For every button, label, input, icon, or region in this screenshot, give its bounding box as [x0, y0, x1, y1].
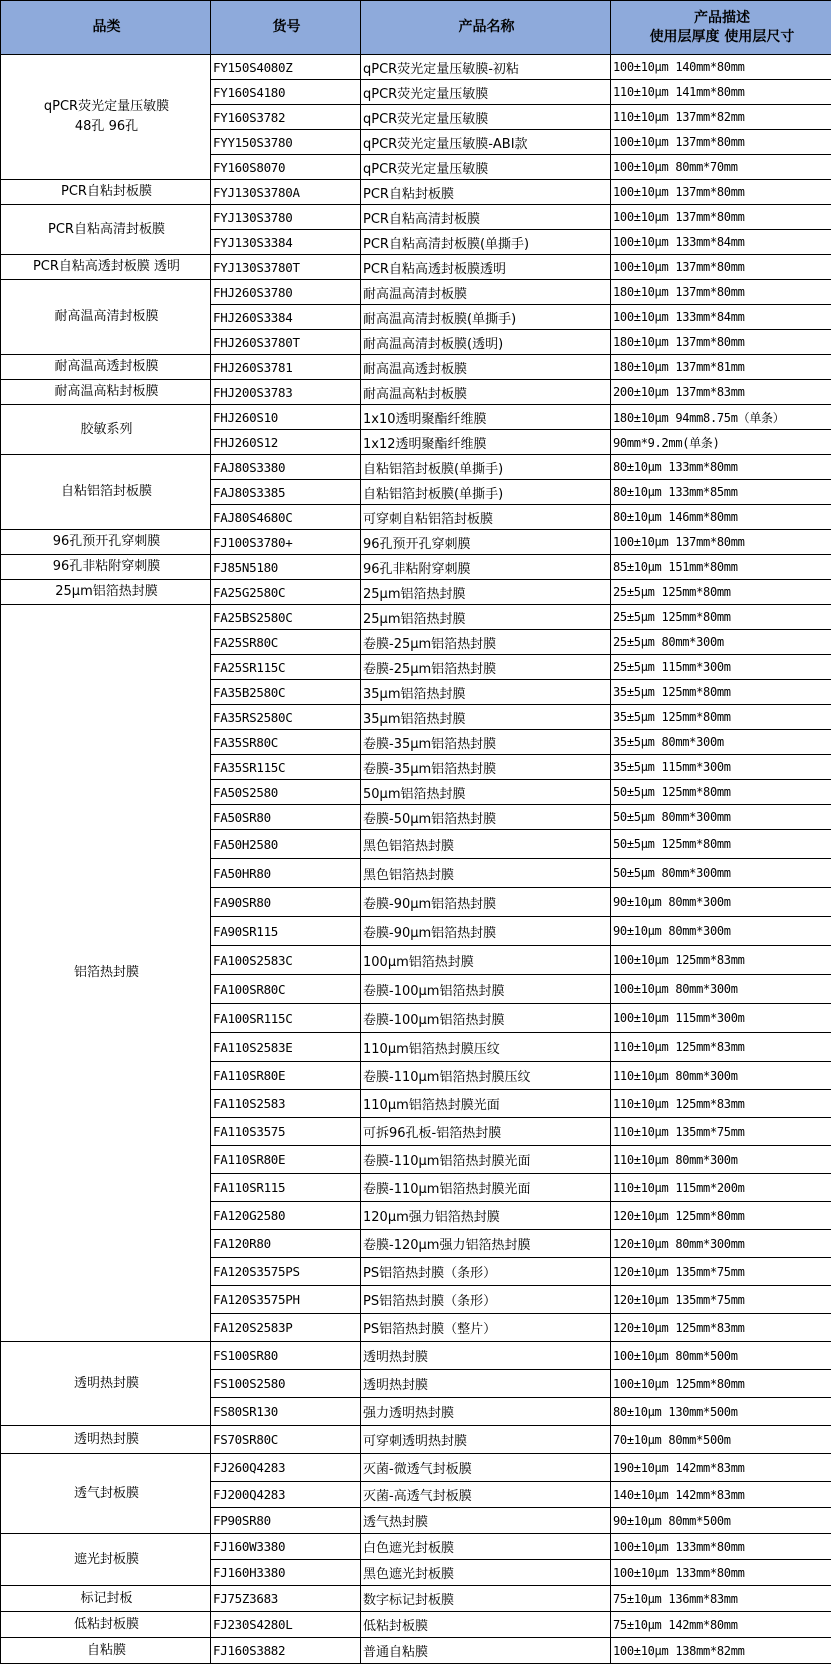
product-name-cell: 卷膜-25μm铝箔热封膜 [361, 630, 611, 655]
category-cell [1, 355, 211, 380]
product-code-cell: FA100S2583C [211, 946, 361, 975]
product-description-cell: 110±10μm 80mm*300m [611, 1146, 831, 1174]
product-description-cell: 70±10μm 80mm*500m [611, 1426, 831, 1454]
product-code-cell: FYJ130S3780 [211, 205, 361, 230]
product-description-cell: 80±10μm 146mm*80mm [611, 505, 831, 530]
product-code-cell: FA35SR80C [211, 730, 361, 755]
product-code-cell: FS80SR130 [211, 1398, 361, 1426]
product-code-cell: FY160S8070 [211, 155, 361, 180]
category-label: 胶敏系列 [80, 421, 133, 437]
product-code-cell: FY150S4080Z [211, 55, 361, 80]
category-label: 25μm铝箔热封膜 [55, 584, 158, 599]
product-code-cell: FA25BS2580C [211, 605, 361, 630]
product-code-cell: FJ260Q4283 [211, 1454, 361, 1482]
product-description-cell: 100±10μm 125mm*80mm [611, 1370, 831, 1398]
category-cell [1, 55, 211, 180]
category-cell [1, 605, 211, 1342]
table-row [1, 530, 831, 555]
product-code-cell: FAJ80S3380 [211, 455, 361, 480]
product-code-cell: FHJ260S3780 [211, 280, 361, 305]
product-name-cell: 35μm铝箔热封膜 [361, 705, 611, 730]
product-code-cell: FHJ200S3783 [211, 380, 361, 405]
product-description-cell: 110±10μm 80mm*300m [611, 1062, 831, 1090]
product-name-cell: 耐高温高清封板膜(透明) [361, 330, 611, 355]
category-label: 耐高温高透封板膜 [54, 359, 159, 374]
header-description-line1: 产品描述 [694, 9, 750, 26]
product-name-cell: 110μm铝箔热封膜压纹 [361, 1033, 611, 1062]
product-description-cell: 80±10μm 133mm*85mm [611, 480, 831, 505]
category-label: 96孔预开孔穿刺膜 [52, 534, 161, 549]
table-row [1, 205, 831, 230]
product-name-cell: PS铝箔热封膜（条形） [361, 1286, 611, 1314]
product-description-cell: 100±10μm 133mm*84mm [611, 305, 831, 330]
product-code-cell: FS100S2580 [211, 1370, 361, 1398]
product-name-cell: qPCR荧光定量压敏膜-ABI款 [361, 130, 611, 155]
product-name-cell: 白色遮光封板膜 [361, 1534, 611, 1560]
category-label: 自粘膜 [86, 1642, 126, 1658]
product-description-cell: 110±10μm 137mm*82mm [611, 105, 831, 130]
product-name-cell: 耐高温高粘封板膜 [361, 380, 611, 405]
product-code-cell: FHJ260S10 [211, 405, 361, 430]
product-description-cell: 100±10μm 137mm*80mm [611, 255, 831, 280]
table-row [1, 1638, 831, 1664]
table-row [1, 1586, 831, 1612]
product-name-cell: 耐高温高清封板膜 [361, 280, 611, 305]
product-code-cell: FY160S3782 [211, 105, 361, 130]
table-row [1, 405, 831, 430]
product-code-cell: FA50SR80 [211, 805, 361, 830]
category-label: 透明热封膜 [73, 1431, 139, 1447]
category-label: 标记封板 [80, 1590, 133, 1606]
product-name-cell: 自粘铝箔封板膜(单撕手) [361, 480, 611, 505]
table-row [1, 1534, 831, 1560]
product-description-cell: 110±10μm 125mm*83mm [611, 1033, 831, 1062]
category-label: 耐高温高粘封板膜 [54, 384, 159, 399]
product-description-cell: 100±10μm 137mm*80mm [611, 530, 831, 555]
product-description-cell: 190±10μm 142mm*83mm [611, 1454, 831, 1482]
product-name-cell: 可穿刺透明热封膜 [361, 1426, 611, 1454]
product-name-cell: 50μm铝箔热封膜 [361, 780, 611, 805]
category-cell [1, 1586, 211, 1612]
product-description-cell: 100±10μm 115mm*300m [611, 1004, 831, 1033]
product-code-cell: FA50HR80 [211, 859, 361, 888]
product-code-cell: FA35RS2580C [211, 705, 361, 730]
product-name-cell: 普通自粘膜 [361, 1638, 611, 1664]
product-name-cell: 卷膜-35μm铝箔热封膜 [361, 755, 611, 780]
product-code-cell: FAJ80S3385 [211, 480, 361, 505]
product-name-cell: PCR自粘高清封板膜 [361, 205, 611, 230]
header-description [611, 1, 831, 55]
product-code-cell: FJ200Q4283 [211, 1482, 361, 1508]
table-row [1, 1454, 831, 1482]
product-name-cell: 卷膜-120μm强力铝箔热封膜 [361, 1230, 611, 1258]
category-label: 低粘封板膜 [73, 1616, 139, 1632]
product-code-cell: FA50S2580 [211, 780, 361, 805]
product-code-cell: FA120R80 [211, 1230, 361, 1258]
table-row [1, 380, 831, 405]
product-description-cell: 110±10μm 125mm*83mm [611, 1090, 831, 1118]
product-description-cell: 35±5μm 115mm*300m [611, 755, 831, 780]
product-code-cell: FA90SR115 [211, 917, 361, 946]
category-cell [1, 405, 211, 455]
category-cell [1, 1612, 211, 1638]
product-description-cell: 35±5μm 80mm*300m [611, 730, 831, 755]
product-name-cell: 110μm铝箔热封膜光面 [361, 1090, 611, 1118]
table-body [1, 55, 831, 1664]
category-label: PCR自粘封板膜 [61, 184, 152, 199]
category-label: 耐高温高清封板膜 [54, 309, 159, 324]
product-description-cell: 110±10μm 115mm*200m [611, 1174, 831, 1202]
product-code-cell: FA25SR115C [211, 655, 361, 680]
category-label: 透明热封膜 [73, 1375, 139, 1391]
category-label: qPCR荧光定量压敏膜 [43, 99, 170, 114]
product-description-cell: 50±5μm 80mm*300mm [611, 859, 831, 888]
product-description-cell: 90±10μm 80mm*500m [611, 1508, 831, 1534]
product-description-cell: 120±10μm 80mm*300mm [611, 1230, 831, 1258]
product-code-cell: FA110S2583 [211, 1090, 361, 1118]
product-name-cell: 黑色铝箔热封膜 [361, 830, 611, 859]
product-description-cell: 180±10μm 94mm8.75m（单条） [611, 405, 831, 430]
product-name-cell: PCR自粘高清封板膜(单撕手) [361, 230, 611, 255]
table-row [1, 255, 831, 280]
product-code-cell: FA120S3575PH [211, 1286, 361, 1314]
header-category: 品类 [1, 1, 211, 55]
product-name-cell: 卷膜-100μm铝箔热封膜 [361, 1004, 611, 1033]
product-name-cell: 卷膜-35μm铝箔热封膜 [361, 730, 611, 755]
product-name-cell: 卷膜-100μm铝箔热封膜 [361, 975, 611, 1004]
product-name-cell: 黑色遮光封板膜 [361, 1560, 611, 1586]
product-code-cell: FA110SR115 [211, 1174, 361, 1202]
product-name-cell: 96孔非粘附穿刺膜 [361, 555, 611, 580]
category-cell [1, 180, 211, 205]
product-description-cell: 100±10μm 137mm*80mm [611, 205, 831, 230]
product-code-cell: FYY150S3780 [211, 130, 361, 155]
product-description-cell: 180±10μm 137mm*80mm [611, 280, 831, 305]
product-description-cell: 90mm*9.2mm(单条) [611, 430, 831, 455]
product-code-cell: FA100SR80C [211, 975, 361, 1004]
product-description-cell: 120±10μm 125mm*83mm [611, 1314, 831, 1342]
product-description-cell: 50±5μm 125mm*80mm [611, 830, 831, 859]
product-name-cell: 卷膜-110μm铝箔热封膜光面 [361, 1146, 611, 1174]
product-name-cell: PS铝箔热封膜（整片） [361, 1314, 611, 1342]
table-row [1, 1426, 831, 1454]
product-code-cell: FA35SR115C [211, 755, 361, 780]
product-name-cell: 100μm铝箔热封膜 [361, 946, 611, 975]
product-name-cell: 卷膜-90μm铝箔热封膜 [361, 888, 611, 917]
category-cell [1, 1534, 211, 1586]
product-description-cell: 80±10μm 133mm*80mm [611, 455, 831, 480]
product-name-cell: 数字标记封板膜 [361, 1586, 611, 1612]
product-code-cell: FYJ130S3384 [211, 230, 361, 255]
product-description-cell: 110±10μm 141mm*80mm [611, 80, 831, 105]
category-cell [1, 255, 211, 280]
product-description-cell: 120±10μm 125mm*80mm [611, 1202, 831, 1230]
product-description-cell: 100±10μm 80mm*70mm [611, 155, 831, 180]
product-name-cell: qPCR荧光定量压敏膜 [361, 105, 611, 130]
product-name-cell: 卷膜-110μm铝箔热封膜压纹 [361, 1062, 611, 1090]
table-row [1, 455, 831, 480]
product-code-cell: FS100SR80 [211, 1342, 361, 1370]
category-label: 遮光封板膜 [73, 1551, 139, 1567]
table-row [1, 605, 831, 630]
product-code-cell: FA110SR80E [211, 1062, 361, 1090]
product-name-cell: 1x10透明聚酯纤维膜 [361, 405, 611, 430]
category-label: 96孔非粘附穿刺膜 [52, 559, 161, 574]
product-code-cell: FA120G2580 [211, 1202, 361, 1230]
product-code-cell: FHJ260S3781 [211, 355, 361, 380]
table-row [1, 580, 831, 605]
product-description-cell: 120±10μm 135mm*75mm [611, 1258, 831, 1286]
product-code-cell: FS70SR80C [211, 1426, 361, 1454]
product-description-cell: 100±10μm 140mm*80mm [611, 55, 831, 80]
table-row [1, 180, 831, 205]
header-description-line2: 使用层厚度 使用层尺寸 [649, 28, 795, 45]
product-code-cell: FHJ260S12 [211, 430, 361, 455]
table-row [1, 555, 831, 580]
product-code-cell: FJ230S4280L [211, 1612, 361, 1638]
category-cell [1, 455, 211, 530]
product-name-cell: 自粘铝箔封板膜(单撕手) [361, 455, 611, 480]
product-description-cell: 25±5μm 80mm*300m [611, 630, 831, 655]
table-row [1, 355, 831, 380]
product-description-cell: 100±10μm 80mm*300m [611, 975, 831, 1004]
product-name-cell: 35μm铝箔热封膜 [361, 680, 611, 705]
product-code-cell: FA100SR115C [211, 1004, 361, 1033]
table-row [1, 280, 831, 305]
product-code-cell: FAJ80S4680C [211, 505, 361, 530]
category-cell [1, 1454, 211, 1534]
product-code-cell: FHJ260S3384 [211, 305, 361, 330]
product-description-cell: 35±5μm 125mm*80mm [611, 680, 831, 705]
product-name-cell: qPCR荧光定量压敏膜 [361, 80, 611, 105]
header-code: 货号 [211, 1, 361, 55]
product-description-cell: 100±10μm 80mm*500m [611, 1342, 831, 1370]
product-name-cell: 透明热封膜 [361, 1370, 611, 1398]
category-label: 透气封板膜 [73, 1485, 139, 1501]
product-description-cell: 140±10μm 142mm*83mm [611, 1482, 831, 1508]
product-code-cell: FJ160S3882 [211, 1638, 361, 1664]
product-code-cell: FA90SR80 [211, 888, 361, 917]
category-cell [1, 580, 211, 605]
product-name-cell: 耐高温高清封板膜(单撕手) [361, 305, 611, 330]
product-description-cell: 75±10μm 136mm*83mm [611, 1586, 831, 1612]
category-sublabel: 48孔 96孔 [74, 119, 139, 134]
product-description-cell: 90±10μm 80mm*300m [611, 917, 831, 946]
product-description-cell: 50±5μm 80mm*300mm [611, 805, 831, 830]
product-code-cell: FA120S2583P [211, 1314, 361, 1342]
product-code-cell: FJ160H3380 [211, 1560, 361, 1586]
header-name: 产品名称 [361, 1, 611, 55]
product-name-cell: 卷膜-50μm铝箔热封膜 [361, 805, 611, 830]
category-cell [1, 1342, 211, 1426]
category-cell [1, 1426, 211, 1454]
product-description-cell: 25±5μm 125mm*80mm [611, 605, 831, 630]
product-name-cell: PS铝箔热封膜（条形） [361, 1258, 611, 1286]
product-description-cell: 25±5μm 125mm*80mm [611, 580, 831, 605]
category-cell [1, 555, 211, 580]
product-description-cell: 75±10μm 142mm*80mm [611, 1612, 831, 1638]
product-code-cell: FYJ130S3780A [211, 180, 361, 205]
product-code-cell: FJ75Z3683 [211, 1586, 361, 1612]
category-cell [1, 205, 211, 255]
category-cell [1, 530, 211, 555]
product-name-cell: 卷膜-110μm铝箔热封膜光面 [361, 1174, 611, 1202]
product-description-cell: 120±10μm 135mm*75mm [611, 1286, 831, 1314]
category-label: 自粘铝箔封板膜 [60, 484, 152, 499]
product-name-cell: 25μm铝箔热封膜 [361, 580, 611, 605]
product-name-cell: 1x12透明聚酯纤维膜 [361, 430, 611, 455]
product-name-cell: 耐高温高透封板膜 [361, 355, 611, 380]
product-code-cell: FA25SR80C [211, 630, 361, 655]
product-name-cell: 灭菌-高透气封板膜 [361, 1482, 611, 1508]
product-code-cell: FY160S4180 [211, 80, 361, 105]
product-name-cell: 96孔预开孔穿刺膜 [361, 530, 611, 555]
table-row [1, 1612, 831, 1638]
product-code-cell: FJ160W3380 [211, 1534, 361, 1560]
product-description-cell: 85±10μm 151mm*80mm [611, 555, 831, 580]
product-name-cell: 灭菌-微透气封板膜 [361, 1454, 611, 1482]
product-name-cell: 可拆96孔板-铝箔热封膜 [361, 1118, 611, 1146]
product-description-cell: 25±5μm 115mm*300m [611, 655, 831, 680]
product-name-cell: 120μm强力铝箔热封膜 [361, 1202, 611, 1230]
category-label: 铝箔热封膜 [73, 965, 139, 980]
product-description-cell: 100±10μm 133mm*84mm [611, 230, 831, 255]
product-name-cell: PCR自粘高透封板膜透明 [361, 255, 611, 280]
product-name-cell: PCR自粘封板膜 [361, 180, 611, 205]
category-label: PCR自粘高清封板膜 [48, 221, 165, 237]
product-description-cell: 50±5μm 125mm*80mm [611, 780, 831, 805]
product-description-cell: 100±10μm 137mm*80mm [611, 180, 831, 205]
header-row [1, 1, 831, 55]
product-code-cell: FP90SR80 [211, 1508, 361, 1534]
product-name-cell: 低粘封板膜 [361, 1612, 611, 1638]
product-code-cell: FJ100S3780+ [211, 530, 361, 555]
product-code-cell: FYJ130S3780T [211, 255, 361, 280]
product-description-cell: 110±10μm 135mm*75mm [611, 1118, 831, 1146]
product-description-cell: 90±10μm 80mm*300m [611, 888, 831, 917]
product-name-cell: qPCR荧光定量压敏膜-初粘 [361, 55, 611, 80]
table-row [1, 1342, 831, 1370]
table-row [1, 55, 831, 80]
product-description-cell: 35±5μm 125mm*80mm [611, 705, 831, 730]
product-name-cell: 可穿刺自粘铝箔封板膜 [361, 505, 611, 530]
product-code-cell: FA35B2580C [211, 680, 361, 705]
product-name-cell: 透明热封膜 [361, 1342, 611, 1370]
product-name-cell: 强力透明热封膜 [361, 1398, 611, 1426]
category-cell [1, 1638, 211, 1664]
product-code-cell: FJ85N5180 [211, 555, 361, 580]
product-description-cell: 100±10μm 133mm*80mm [611, 1534, 831, 1560]
product-code-cell: FA120S3575PS [211, 1258, 361, 1286]
product-code-cell: FA25G2580C [211, 580, 361, 605]
product-description-cell: 200±10μm 137mm*83mm [611, 380, 831, 405]
product-description-cell: 100±10μm 137mm*80mm [611, 130, 831, 155]
product-name-cell: 卷膜-90μm铝箔热封膜 [361, 917, 611, 946]
category-label: PCR自粘高透封板膜 透明 [32, 259, 181, 274]
category-cell [1, 280, 211, 355]
product-description-cell: 100±10μm 133mm*80mm [611, 1560, 831, 1586]
product-description-cell: 100±10μm 138mm*82mm [611, 1638, 831, 1664]
product-code-cell: FA110S2583E [211, 1033, 361, 1062]
product-code-cell: FHJ260S3780T [211, 330, 361, 355]
product-name-cell: 25μm铝箔热封膜 [361, 605, 611, 630]
product-name-cell: 透气热封膜 [361, 1508, 611, 1534]
product-description-cell: 100±10μm 125mm*83mm [611, 946, 831, 975]
product-name-cell: 黑色铝箔热封膜 [361, 859, 611, 888]
product-name-cell: qPCR荧光定量压敏膜 [361, 155, 611, 180]
product-name-cell: 卷膜-25μm铝箔热封膜 [361, 655, 611, 680]
product-code-cell: FA110S3575 [211, 1118, 361, 1146]
product-code-cell: FA50H2580 [211, 830, 361, 859]
product-description-cell: 80±10μm 130mm*500m [611, 1398, 831, 1426]
product-description-cell: 180±10μm 137mm*80mm [611, 330, 831, 355]
product-description-cell: 180±10μm 137mm*81mm [611, 355, 831, 380]
product-code-cell: FA110SR80E [211, 1146, 361, 1174]
category-cell [1, 380, 211, 405]
